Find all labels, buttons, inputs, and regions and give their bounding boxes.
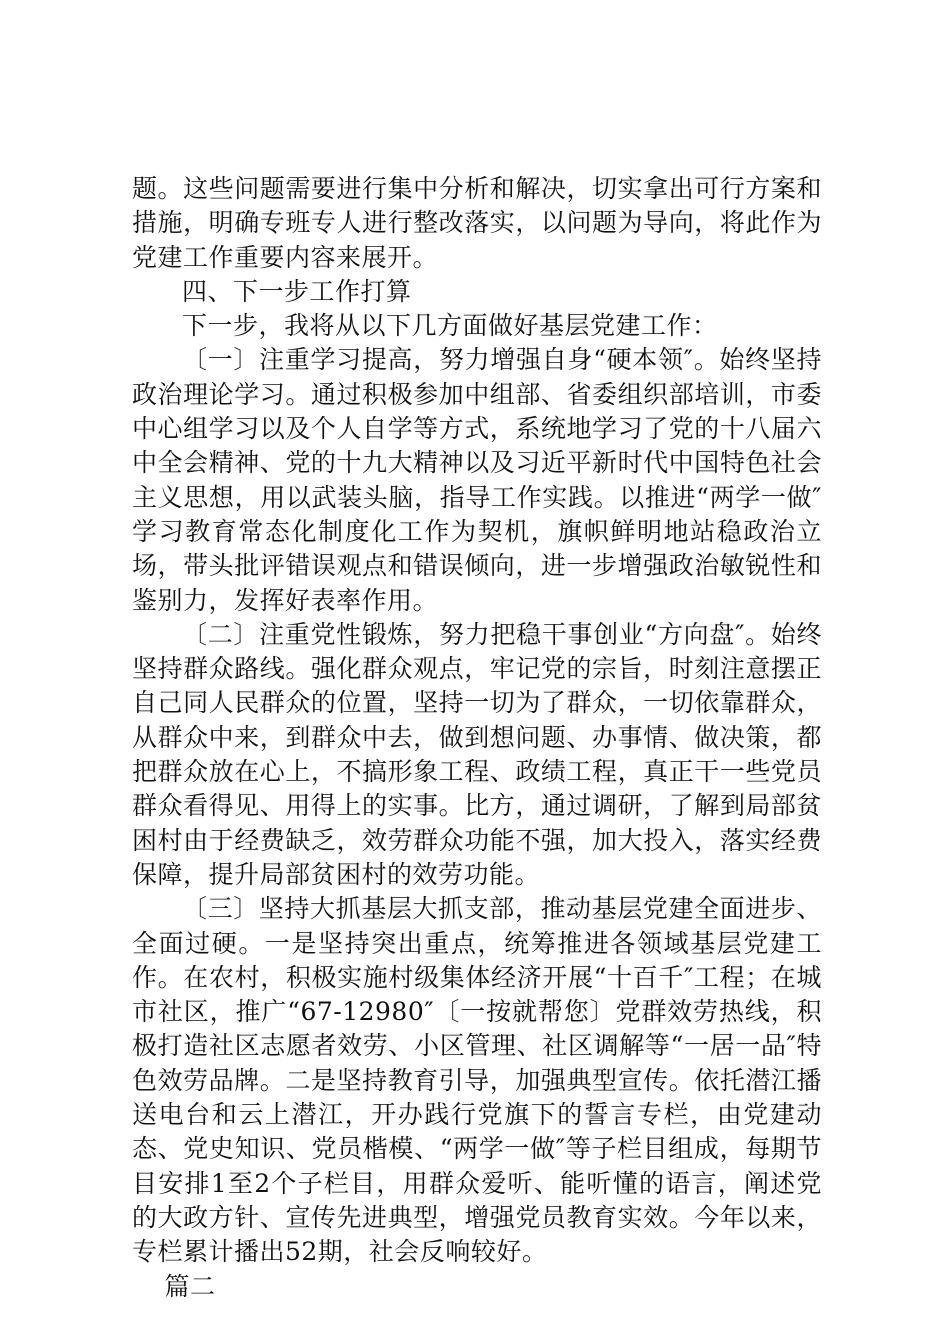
section-heading-next-steps: 四、下一步工作打算 xyxy=(182,276,412,306)
document-body xyxy=(132,172,822,1304)
paragraph-continuation: 题。这些问题需要进行集中分析和解决，切实拿出可行方案和措施，明确专班专人进行整改落实，以问题为导向，将此作为党建工作重要内容来展开。 xyxy=(132,174,822,272)
paragraph-item-three: 〔三〕坚持大抓基层大抓支部，推动基层党建全面进步、全面过硬。一是坚持突出重点，统筹推进各领域基层党建工作。在农村，积极实施村级集体经济开展“十百千″工程；在城市社区，推广“67-12980″〔一按就帮您〕党群效劳热线，积极打造社区志愿者效劳、小区管理、社区调解等“一居一品″特色效劳品牌。二是坚持教育引导，加强典型宣传。依托潜江播送电台和云上潜江，开办践行党旗下的誓言专栏，由党建动态、党史知识、党员楷模、“两学一做″等子栏目组成，每期节目安排1至2个子栏目，用群众爱听、能听懂的语言，阐述党的大政方针、宣传先进典型，增强党员教育实效。今年以来，专栏累计播出52期，社会反响较好。 xyxy=(132,894,822,1267)
paragraph-item-one: 〔一〕注重学习提高，努力增强自身“硬本领″。始终坚持政治理论学习。通过积极参加中组部、省委组织部培训，市委中心组学习以及个人自学等方式，系统地学习了党的十八届六中全会精神、党的十九大精神以及习近平新时代中国特色社会主义思想，用以武装头脑，指导工作实践。以推进“两学一做″学习教育常态化制度化工作为契机，旗帜鲜明地站稳政治立场，带头批评错误观点和错误倾向，进一步增强政治敏锐性和鉴别力，发挥好表率作用。 xyxy=(132,345,822,615)
paragraph-intro: 下一步，我将从以下几方面做好基层党建工作： xyxy=(182,311,718,341)
section-label-part-two: 篇二 xyxy=(164,1271,216,1301)
paragraph-item-two: 〔二〕注重党性锻炼，努力把稳干事创业“方向盘″。始终坚持群众路线。强化群众观点，牢记党的宗旨，时刻注意摆正自己同人民群众的位置，坚持一切为了群众，一切依靠群众，从群众中来，到群众中去，做到想问题、办事情、做决策，都把群众放在心上，不搞形象工程、政绩工程，真正干一些党员群众看得见、用得上的实事。比方，通过调研，了解到局部贫困村由于经费缺乏，效劳群众功能不强，加大投入，落实经费保障，提升局部贫困村的效劳功能。 xyxy=(132,619,822,889)
